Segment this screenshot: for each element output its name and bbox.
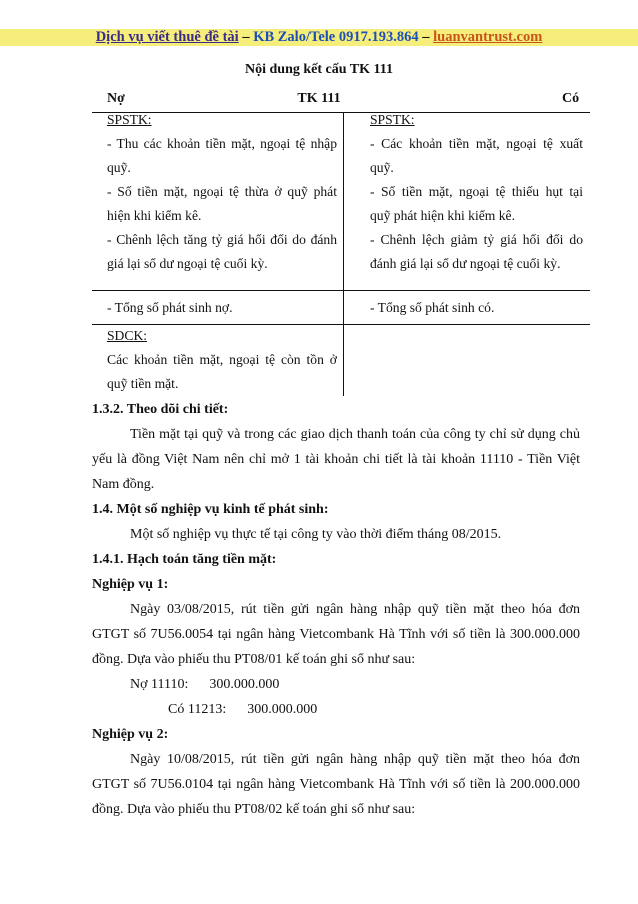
banner-separator: – xyxy=(238,29,254,45)
credit-item-line: quỹ phát hiện khi kiểm kê. xyxy=(370,208,515,223)
journal-credit-entry xyxy=(92,697,580,722)
table-title: Nội dung kết cấu TK 111 xyxy=(245,62,393,77)
closing-balance-line: Các khoản tiền mặt, ngoại tệ còn tồn ở xyxy=(107,352,337,367)
paragraph-line: yếu là đồng Việt Nam nên chỉ mở 1 tài khoản chi tiết là tài khoản 11110 - Tiền Việt xyxy=(92,452,580,467)
paragraph-line: Nam đồng. xyxy=(92,477,155,492)
document-body xyxy=(92,397,580,822)
paragraph-line: đồng. Dựa vào phiếu thu PT08/01 kế toán ghi sổ như sau: xyxy=(92,652,416,667)
account-header: TK 111 xyxy=(297,91,341,106)
debit-opening-label: SPSTK: xyxy=(107,112,152,127)
closing-balance-line: quỹ tiền mặt. xyxy=(107,376,179,391)
paragraph-line: Một số nghiệp vụ thực tế tại công ty vào thời điểm tháng 08/2015. xyxy=(130,527,502,542)
credit-item-line: - Chênh lệch giảm tỷ giá hối đối do xyxy=(370,232,583,247)
credit-column xyxy=(370,108,583,276)
banner-website-link[interactable]: luanvantrust.com xyxy=(433,29,543,45)
debit-header: Nợ xyxy=(107,91,125,106)
debit-item-line: - Chênh lệch tăng tỷ giá hối đối do đánh xyxy=(107,232,337,247)
banner-service-text: Dịch vụ viết thuê đề tài xyxy=(95,29,239,45)
paragraph-line: đồng. Dựa vào phiếu thu PT08/02 kế toán ghi sổ như sau: xyxy=(92,802,416,817)
paragraph-line: Tiền mặt tại quỹ và trong các giao dịch thanh toán của công ty chỉ sử dụng chủ xyxy=(130,427,580,442)
debit-item-line: - Thu các khoản tiền mặt, ngoại tệ nhập xyxy=(107,136,337,151)
closing-balance-label: SDCK: xyxy=(107,328,148,343)
transaction-2-heading: Nghiệp vụ 2: xyxy=(92,727,169,742)
credit-item-line: đánh giá lại số dư ngoại tệ cuối kỳ. xyxy=(370,256,561,271)
credit-item-line: - Các khoản tiền mặt, ngoại tệ xuất xyxy=(370,136,583,151)
paragraph-line: GTGT số 7U56.0104 tại ngân hàng Vietcombank Hà Tĩnh với số tiền là 200.000.000 xyxy=(92,777,580,792)
paragraph-line: GTGT số 7U56.0054 tại ngân hàng Vietcombank Hà Tĩnh với số tiền là 300.000.000 xyxy=(92,627,580,642)
banner-contact-text: KB Zalo/Tele 0917.193.864 xyxy=(253,29,419,45)
transaction-1-heading: Nghiệp vụ 1: xyxy=(92,577,169,592)
paragraph-line: Ngày 10/08/2015, rút tiền gửi ngân hàng nhập quỹ tiền mặt theo hóa đơn xyxy=(130,752,580,767)
closing-balance xyxy=(107,324,337,396)
table-center-divider xyxy=(343,112,344,396)
credit-item-line: quỹ. xyxy=(370,160,394,175)
credit-opening-label: SPSTK: xyxy=(370,112,415,127)
credit-total: - Tổng số phát sinh có. xyxy=(370,300,495,315)
credit-amount: 300.000.000 xyxy=(247,702,318,717)
debit-item-line: giá lại số dư ngoại tệ cuối kỳ. xyxy=(107,256,268,271)
debit-account: Nợ 11110: xyxy=(130,677,189,692)
debit-total: - Tổng số phát sinh nợ. xyxy=(107,300,233,315)
paragraph-line: Ngày 03/08/2015, rút tiền gửi ngân hàng nhập quỹ tiền mặt theo hóa đơn xyxy=(130,602,580,617)
debit-amount: 300.000.000 xyxy=(209,677,280,692)
debit-item-line: quỹ. xyxy=(107,160,131,175)
credit-item-line: - Số tiền mặt, ngoại tệ thiếu hụt tại xyxy=(370,184,583,199)
section-heading-1-4: 1.4. Một số nghiệp vụ kinh tế phát sinh: xyxy=(92,502,329,517)
section-heading-1-3-2: 1.3.2. Theo dõi chi tiết: xyxy=(92,402,229,417)
debit-item-line: hiện khi kiểm kê. xyxy=(107,208,202,223)
credit-header: Có xyxy=(562,91,580,106)
table-total-rule-top xyxy=(92,290,590,291)
journal-debit-entry xyxy=(92,672,580,697)
debit-column xyxy=(107,108,337,276)
banner-separator: – xyxy=(418,29,434,45)
credit-account: Có 11213: xyxy=(168,702,227,717)
header-banner xyxy=(0,29,638,46)
section-heading-1-4-1: 1.4.1. Hạch toán tăng tiền mặt: xyxy=(92,552,277,567)
debit-item-line: - Số tiền mặt, ngoại tệ thừa ở quỹ phát xyxy=(107,184,337,199)
